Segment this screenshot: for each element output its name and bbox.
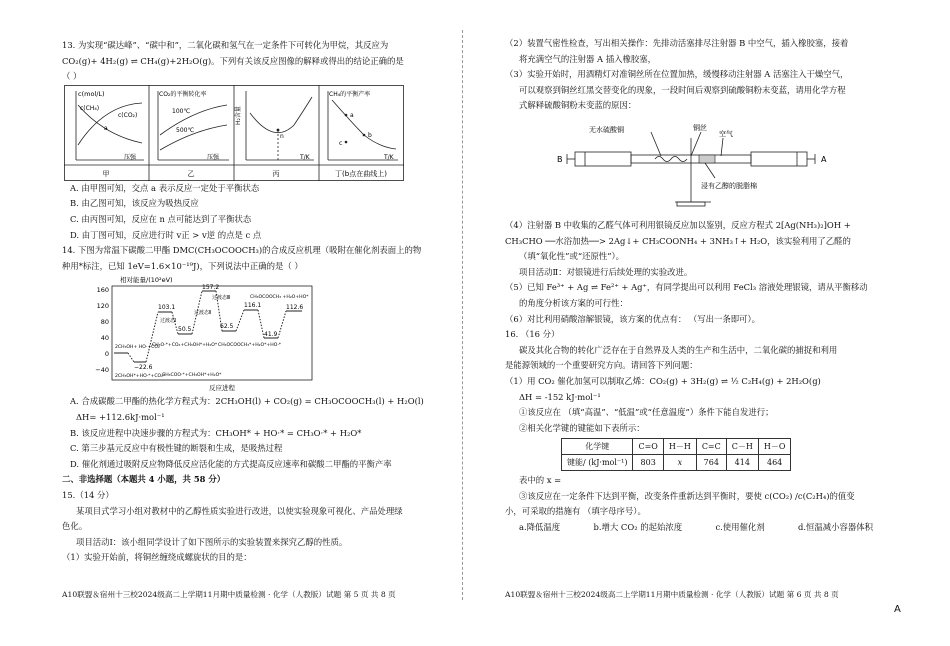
g2-xlabel: 压强 [207, 153, 220, 161]
q15-activity2: 项目活动Ⅱ：对银镜进行后续处理的实验改进。 [519, 266, 693, 277]
q13-option-b: B. 由乙图可知，该反应为吸热反应 [70, 198, 199, 209]
q15-apparatus [505, 118, 895, 218]
q13-option-d: D. 由丁图可知，反应进行时 v正 > v逆 的点是 c 点 [70, 229, 262, 240]
q15-part3-line3: 式解释硫酸铜粉末变蓝的原因： [519, 100, 637, 111]
right-page [475, 0, 950, 646]
g4-point-c: c [339, 139, 343, 147]
level-50: 50.5 [178, 326, 192, 334]
caption-ding: 丁(b点在曲线上) [335, 169, 387, 178]
choice-b: b.增大 CO₂ 的起始浓度 [593, 522, 683, 533]
energy-ylabel: 相对能量/(10²eV) [120, 276, 173, 285]
section-2-title: 二、非选择题（本题共 4 小题，共 58 分） [62, 474, 226, 485]
table-cell: 414 [726, 455, 758, 471]
label-syringe-b: B [557, 154, 563, 164]
level-neg22: −22.6 [134, 364, 153, 372]
q15-line2: 色化。 [62, 521, 88, 532]
q14-option-b: B. 该反应进程中决速步骤的方程式为：CH₃OH* + HO·* = CH₃O·* + H₂O* [70, 427, 362, 438]
level-116: 116.1 [244, 302, 262, 310]
q14-option-a-dh: ΔH= +112.6kJ·mol⁻¹ [76, 411, 165, 422]
g2-title: CO₂的平衡转化率 [159, 90, 207, 98]
species-3: CH₃COO·*+CH₃OH*+H₂O* [162, 373, 222, 379]
q16-x-blank: 表中的 x = [519, 475, 562, 486]
g4-point-b: b [368, 131, 372, 139]
g4-xlabel: T/K [384, 153, 394, 161]
table-cell: x [663, 455, 696, 471]
q16-part1-sub2: ②相关化学键的键能如下表所示： [519, 422, 645, 433]
q16-part1-sub1: ①该反应在 （填“高温”、“低温”或“任意温度”）条件下能自发进行； [519, 407, 774, 418]
table-row [562, 439, 791, 455]
ytick-40: 40 [100, 334, 109, 343]
q15-part3-line2: 可以观察到铜丝红黑交替变化的现象，一段时间后观察到硫酸铜粉末变蓝，请用化学方程 [519, 84, 846, 95]
label-cotton: 浸有乙醇的脱脂棉 [701, 181, 757, 190]
level-157: 157.2 [202, 284, 220, 292]
ytick-160: 160 [96, 286, 109, 295]
q14-stem-line2: 种用*标注，已知 1eV=1.6×10⁻¹⁹J)，下列说法中正确的是（ ） [62, 260, 303, 271]
label-cuso4: 无水硫酸铜 [589, 125, 624, 134]
g1-ylabel: c(mol/L) [78, 89, 105, 98]
g1-point-a: a [104, 124, 108, 132]
q13-stem-line2: CO₂(g)+ 4H₂(g) ⇌ CH₄(g)+2H₂O(g)。下列有关该反应图像的解释或得出的结论正确的是 [62, 55, 404, 66]
q15-line3: 项目活动Ⅰ：该小组同学设计了如下图所示的实验装置来探究乙醇的性质。 [76, 536, 348, 547]
q16-part1-sub3-l1: ③该反应在一定条件下达到平衡，改变条件重新达到平衡时，要使 c(CO₂) /c(C₂H₄)的值变 [519, 490, 855, 501]
table-cell: 764 [696, 455, 726, 471]
choice-a: a.降低温度 [519, 522, 561, 533]
energy-profile [114, 291, 302, 362]
g2-t1: 100℃ [172, 107, 191, 115]
q13-stem-line1: 13. 为实现“碳达峰”、“碳中和”，二氧化碳和氢气在一定条件下可转化为甲烷，其反应为 [62, 40, 389, 50]
table-cell: 464 [758, 455, 791, 471]
table-row [562, 455, 791, 471]
q14-option-c: C. 第三步基元反应中有极性键的断裂和生成，是吸热过程 [70, 443, 283, 454]
ts2-label: 过渡态Ⅱ [194, 310, 212, 317]
q16-part1-sub3-l2: 小，可采取的措施有 （填字母序号）。 [505, 506, 646, 517]
q16-intro2: 是能源领域的一个重要研究方向。请回答下列问题： [505, 360, 698, 371]
caption-jia: 甲 [102, 169, 110, 178]
choice-d: d.恒温减小容器体积 [798, 522, 874, 533]
level-41: 41.9 [264, 331, 278, 339]
caption-bing: 丙 [272, 169, 280, 178]
g1-co2: c(CO₂) [118, 111, 138, 119]
species-1: 2CH₃OH+ HO·+CO₂ [115, 345, 160, 351]
species-6: 2CH₃OH*+HO·*+CO₂* [115, 374, 166, 380]
q14-option-d: D. 催化剂通过吸附反应物降低反应活化能的方式提高反应速率和碳酸二甲酯的平衡产率 [70, 458, 392, 469]
q15-part2-line1: （2）装置气密性检查，写出相关操作：先排动活塞排尽注射器 B 中空气，插入橡胶塞，接着 [505, 38, 849, 48]
level-103: 103.1 [158, 304, 176, 312]
g3-xlabel: T/K [300, 153, 310, 161]
q15-part4-line2: CH₃CHO ──水浴加热──> 2Ag↓+ CH₃COONH₄ + 3NH₃↑+ H₂O，该实验利用了乙醛的 [505, 235, 851, 246]
g2-t2: 500℃ [176, 126, 195, 134]
graph-yi [158, 91, 229, 160]
left-footer: A10联盟＆宿州十三校2024级高二上学期11月期中质量检测 · 化学（人教版）试题 第 5 页 共 8 页 [62, 590, 396, 599]
table-header-cell: C=C [696, 439, 726, 455]
g3-point-n: n [280, 132, 284, 140]
q15-line4: （1）实验开始前，将铜丝缠绕成螺旋状的目的是： [62, 552, 252, 563]
level-112: 112.6 [286, 304, 304, 312]
graph-jia [76, 91, 144, 160]
q15-part5-line2: 的角度分析该方案的可行性： [519, 297, 628, 308]
q13-option-c: C. 由丙图可知，反应在 n 点可能达到了平衡状态 [70, 213, 252, 224]
q15-part6: （6）对比利用硝酸溶解银镜，该方案的优点有： （写出一条即可）。 [505, 313, 761, 324]
g1-ch4: c(CH₄) [80, 104, 100, 112]
q16-part1-eq: （1）用 CO₂ 催化加氢可以制取乙烯：CO₂(g) + 3H₂(g) ⇌ ½ C₂H₄(g) + 2H₂O(g) [505, 375, 821, 386]
graph-ding [328, 91, 398, 160]
q15-part4-line1: （4）注射器 B 中收集的乙醛气体可利用银镜反应加以鉴别，反应方程式 2[Ag(NH₃)₂]OH + [505, 219, 851, 230]
table-header-cell: H－H [663, 439, 696, 455]
q15-part5-line1: （5）已知 Fe³⁺ + Ag ⇌ Fe²⁺ + Ag⁺，有同学提出可以利用 FeCl₃ 溶液处理银镜，请从平衡移动 [505, 282, 868, 293]
label-air: 空气 [719, 129, 733, 138]
caption-yi: 乙 [187, 169, 195, 178]
q13-answer-blank: （ ） [62, 71, 82, 82]
right-footer: A10联盟＆宿州十三校2024级高二上学期11月期中质量检测 · 化学（人教版）试题 第 6 页 共 8 页 [505, 590, 839, 599]
label-cu-wire: 铜丝 [693, 123, 707, 132]
q14-option-a: A. 合成碳酸二甲酯的热化学方程式为：2CH₃OH(l) + CO₂(g) = CH₃OCOOCH₃(l) + H₂O(l) [70, 396, 424, 407]
q13-option-a: A. 由甲图可知，交点 a 表示反应一定处于平衡状态 [70, 182, 260, 193]
q15-part3-line1: （3）实验开始时，用酒精灯对准铜丝所在位置加热，缓慢移动注射器 A 活塞注入干燥空气， [505, 69, 849, 80]
q16-part1-dh: ΔH = -152 kJ·mol⁻¹ [519, 391, 601, 402]
q16-head: 16. （16 分） [505, 329, 560, 340]
table-header-cell: H－O [758, 439, 791, 455]
table-header-cell: 化学键 [562, 439, 633, 455]
ytick-80: 80 [100, 318, 109, 327]
q16-choices [505, 520, 906, 536]
level-62: 62.5 [220, 323, 234, 331]
table-cell: 803 [633, 455, 663, 471]
label-syringe-a: A [821, 154, 827, 164]
ts1-label: 过渡态Ⅰ [160, 318, 177, 325]
species-5: CH₃OCOOCH₃*+H₂O*+HO·* [218, 343, 282, 349]
q15-head: 15.（14 分） [62, 489, 114, 500]
bond-energy-table [561, 438, 791, 471]
g4-point-a: a [350, 111, 354, 119]
g3-ylabel: H₂含量 [235, 105, 242, 125]
q14-energy-diagram [82, 274, 342, 394]
q13-graphs [64, 85, 404, 181]
q15-part4-line3: （填“氧化性”或“还原性”）。 [519, 251, 625, 262]
g1-xlabel: 压强 [124, 153, 137, 161]
q16-intro1: 碳及其化合物的转化广泛存在于自然界及人类的生产和生活中，二氧化碳的捕捉和利用 [519, 344, 838, 355]
table-header-cell: C－H [726, 439, 758, 455]
species-4: CH₃OCOOCH₃ +H₂O+HO* [250, 295, 309, 301]
q14-stem-line1: 14. 下图为常温下碳酸二甲酯 DMC(CH₃OCOOCH₃)的合成反应机理（吸附在催化剂表面上的物 [62, 245, 422, 256]
choice-c: c.使用催化剂 [715, 522, 765, 533]
table-header-cell: C=O [633, 439, 663, 455]
q15-line1: 某项目式学习小组对教材中的乙醇性质实验进行改进，以使实验现象可视化、产品处理绿 [76, 505, 403, 516]
table-row-label: 键能/ (kJ·mol⁻¹) [562, 455, 633, 471]
corner-mark: A [894, 604, 901, 615]
ytick-120: 120 [96, 302, 109, 311]
ts3-label: 过渡态Ⅲ [212, 295, 231, 302]
species-2: CH₃O·*+CO₂+CH₃OH*+H₂O* [152, 343, 218, 349]
ytick-neg40: −40 [95, 366, 109, 375]
g4-title: CH₄的平衡产率 [329, 90, 371, 98]
q15-part2-line2: 将充满空气的注射器 A 插入橡胶塞， [519, 53, 656, 64]
energy-xlabel: 反应进程 [209, 384, 235, 393]
graph-bing [246, 91, 314, 160]
ytick-0: 0 [104, 350, 109, 359]
